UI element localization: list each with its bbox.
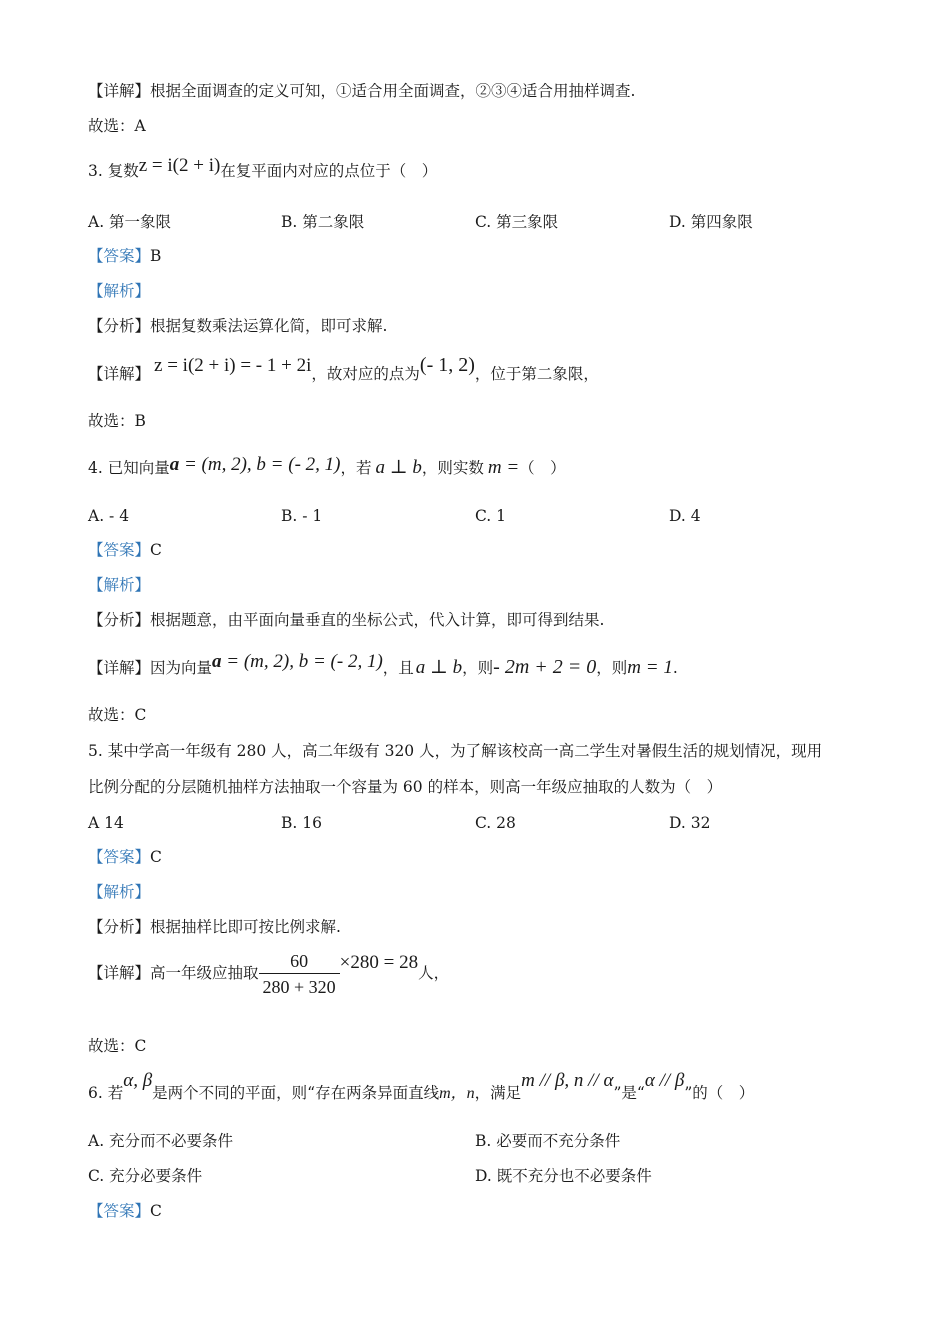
q3-detail-point: (- 1, 2) [419,354,475,376]
q4-detail-math: = (m, 2), b = (- 2, 1) [221,651,383,672]
q5-frac-denominator: 280 + 320 [262,976,336,997]
q6-stem-suffix: ”的（ ） [684,1084,755,1102]
q2-choose: 故选：A [88,117,146,135]
q4-analysis-tag: 【解析】 [88,576,151,594]
q4-detail-mid2: ，则 [462,659,494,677]
q5-detail [88,948,449,1000]
q6-answer-value: C [150,1202,162,1220]
q6-stem-mid2: ，满足 [474,1084,522,1102]
q2-detail: 【详解】根据全面调查的定义可知，①适合用全面调查，②③④适合用抽样调查. [88,82,636,100]
q6-stem-mid: 是两个不同的平面，则“存在两条异面直线 [152,1084,440,1102]
q4-option-a: A. - 4 [88,507,130,525]
answer-tag: 【答案】 [88,1202,151,1220]
q3-analysis: 【分析】根据复数乘法运算化简，即可求解. [88,317,388,335]
q3-stem [88,155,438,182]
q4-choose: 故选：C [88,706,147,724]
q3-answer [88,245,161,267]
q6-answer [88,1200,162,1222]
q6-stem-greek: α, β [123,1070,153,1091]
q4-detail-result: m = 1 [627,657,673,678]
q3-option-d: D. 第四象限 [669,213,753,231]
q5-analysis: 【分析】根据抽样比即可按比例求解. [88,918,341,936]
q4-detail-mid3: ，则 [596,659,628,677]
q3-option-a: A. 第一象限 [88,213,172,231]
q5-choose: 故选：C [88,1037,147,1055]
q5-option-b: B. 16 [281,814,322,832]
answer-tag: 【答案】 [88,541,151,559]
q4-detail-vec-a: a [212,651,222,672]
q4-stem-math: = (m, 2), b = (- 2, 1) [179,454,341,475]
q4-vec-a: a [169,454,180,475]
q4-stem [88,454,566,479]
q3-detail [88,354,599,385]
q5-analysis-tag: 【解析】 [88,883,151,901]
q3-option-b: B. 第二象限 [281,213,365,231]
q4-detail-eq: - 2m + 2 = 0 [493,656,597,678]
q3-stem-suffix: 在复平面内对应的点位于（ ） [220,162,438,180]
q6-stem-cond: m // β, n // α [521,1070,614,1091]
q5-detail-end: 人， [418,964,450,982]
q4-detail-end: . [672,659,678,677]
q4-analysis: 【分析】根据题意，由平面向量垂直的坐标公式，代入计算，即可得到结果. [88,611,605,629]
q6-stem [88,1070,755,1105]
q4-detail-prefix: 【详解】因为向量 [88,659,213,677]
q5-fraction [259,949,340,1000]
q5-answer-value: C [150,848,162,866]
q4-option-b: B. - 1 [281,507,323,525]
q3-detail-tag: 【详解】 [88,365,151,383]
q6-stem-mid3: ”是“ [613,1084,645,1102]
q5-answer [88,846,162,868]
q6-option-c: C. 充分必要条件 [88,1167,203,1185]
q4-answer [88,539,162,561]
q4-detail-mid: ，且 [382,659,414,677]
q6-option-d: D. 既不充分也不必要条件 [475,1167,652,1185]
q4-answer-value: C [150,541,162,559]
answer-tag: 【答案】 [88,848,151,866]
q3-analysis-tag: 【解析】 [88,282,151,300]
q4-stem-prefix: 4. 已知向量 [88,459,170,477]
q6-option-b: B. 必要而不充分条件 [475,1132,621,1150]
q4-stem-m: m = [487,457,520,478]
q4-stem-mid: ，若 [340,459,372,477]
q3-answer-value: B [150,247,162,265]
q5-option-c: C. 28 [475,814,516,832]
q3-detail-end: ，位于第二象限， [474,365,599,383]
q4-detail-perp: a ⊥ b [415,657,463,678]
q5-detail-prefix: 【详解】高一年级应抽取 [88,964,259,982]
q6-option-a: A. 充分而不必要条件 [88,1132,234,1150]
q6-stem-prefix: 6. 若 [88,1084,124,1102]
q4-option-c: C. 1 [475,507,507,525]
q4-stem-perp: a ⊥ b [375,457,422,478]
q4-stem-mid2: ，则实数 [421,459,484,477]
q5-frac-numerator: 60 [259,949,340,974]
q3-option-c: C. 第三象限 [475,213,559,231]
q4-detail [88,651,678,679]
q5-stem-line1: 5. 某中学高一年级有 280 人，高二年级有 320 人，为了解该校高一高二学生对暑假生活的规划情况，现用 [88,742,823,760]
q4-stem-suffix: （ ） [519,459,566,477]
q3-detail-mid: ，故对应的点为 [311,365,420,383]
q5-option-d: D. 32 [669,814,711,832]
q6-stem-cond2: α // β [644,1070,685,1091]
q3-stem-math: z = i(2 + i) [138,155,221,176]
answer-tag: 【答案】 [88,247,151,265]
q5-stem-line2: 比例分配的分层随机抽样方法抽取一个容量为 60 的样本，则高一年级应抽取的人数为（ ） [88,778,723,796]
q5-detail-math: ×280 = 28 [339,952,419,973]
q6-stem-mn: m，n [439,1085,475,1102]
q3-detail-math: z = i(2 + i) = - 1 + 2i [154,355,312,376]
q3-stem-prefix: 3. 复数 [88,162,139,180]
q4-option-d: D. 4 [669,507,701,525]
q5-option-a: A 14 [88,814,124,832]
q3-choose: 故选：B [88,412,146,430]
